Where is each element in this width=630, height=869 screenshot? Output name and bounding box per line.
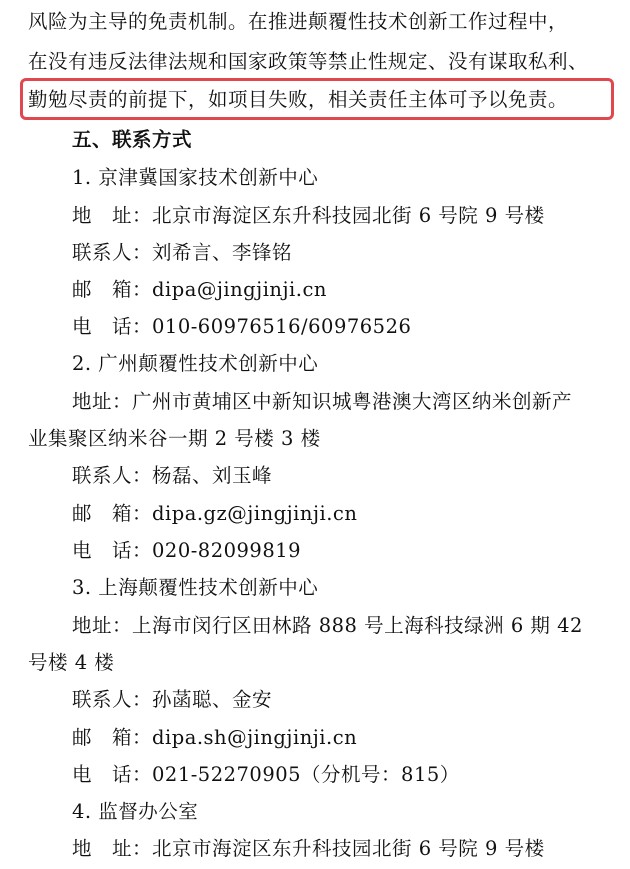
highlight-box (20, 78, 614, 120)
center-1-phone: 电 话：010-60976516/60976526 (72, 315, 412, 338)
center-3-address-line-2: 号楼 4 楼 (28, 651, 115, 674)
center-4-address: 地 址：北京市海淀区东升科技园北街 6 号院 9 号楼 (72, 837, 545, 860)
center-1-address: 地 址：北京市海淀区东升科技园北街 6 号院 9 号楼 (72, 204, 545, 227)
paragraph-line-3-highlighted: 勤勉尽责的前提下，如项目失败，相关责任主体可予以免责。 (28, 88, 569, 111)
center-1-contacts: 联系人：刘希言、李锋铭 (72, 241, 293, 264)
center-1-title: 1. 京津冀国家技术创新中心 (72, 166, 319, 189)
paragraph-line-1: 风险为主导的免责机制。在推进颠覆性技术创新工作过程中， (28, 10, 569, 33)
center-2-address-line-2: 业集聚区纳米谷一期 2 号楼 3 楼 (28, 427, 321, 450)
center-2-address-line-1: 地址：广州市黄埔区中新知识城粤港澳大湾区纳米创新产 (72, 390, 573, 413)
center-2-title: 2. 广州颠覆性技术创新中心 (72, 352, 319, 375)
paragraph-line-2: 在没有违反法律法规和国家政策等禁止性规定、没有谋取私利、 (28, 50, 589, 73)
center-1-email: 邮 箱：dipa@jingjinji.cn (72, 278, 327, 301)
center-4-title: 4. 监督办公室 (72, 800, 199, 823)
center-2-phone: 电 话：020-82099819 (72, 539, 302, 562)
center-2-contacts: 联系人：杨磊、刘玉峰 (72, 464, 273, 487)
center-3-contacts: 联系人：孙菡聪、金安 (72, 688, 273, 711)
center-2-email: 邮 箱：dipa.gz@jingjinji.cn (72, 502, 358, 525)
center-3-address-line-1: 地址：上海市闵行区田林路 888 号上海科技绿洲 6 期 42 (72, 614, 583, 637)
center-3-phone: 电 话：021-52270905（分机号：815） (72, 763, 460, 786)
center-3-email: 邮 箱：dipa.sh@jingjinji.cn (72, 726, 358, 749)
section-heading: 五、联系方式 (72, 128, 193, 151)
center-3-title: 3. 上海颠覆性技术创新中心 (72, 576, 319, 599)
